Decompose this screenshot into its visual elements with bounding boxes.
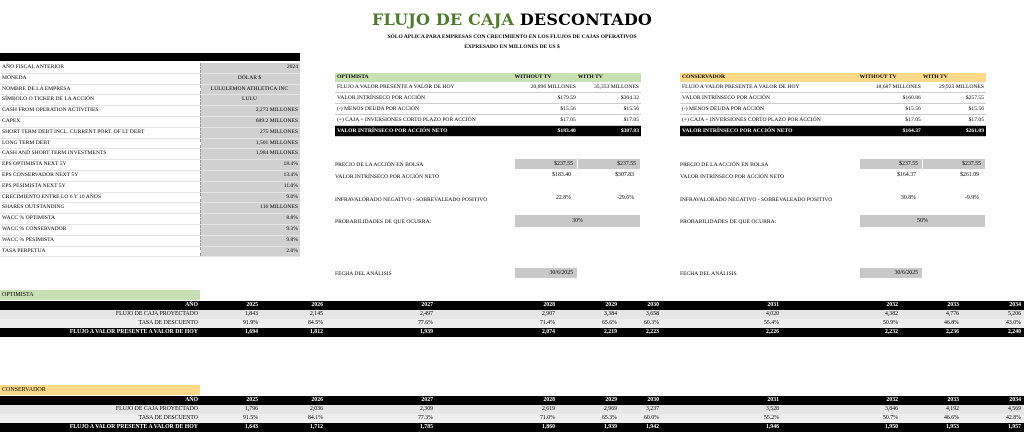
present-value-cell[interactable]: 1,812: [309, 329, 323, 335]
net-value-with-tv[interactable]: $307.83: [620, 128, 639, 134]
discount-rate-cell[interactable]: 91.5%: [243, 415, 258, 421]
intrinsic-label: VALOR INTRÍNSECO POR ACCIÓN NETO: [680, 174, 785, 180]
subtitle-units: EXPRESADO EN MILLONES DE US $: [464, 44, 560, 50]
discount-rate-label: TASA DE DESCUENTO: [138, 415, 198, 421]
projected-cash-flow-cell[interactable]: 2,145: [309, 311, 323, 317]
scenario-row-label: (+) CAJA + INVERSIONES CORTO PLAZO POR ACCIÓN: [682, 117, 821, 123]
param-value-cell[interactable]: 689.2 MILLONES: [201, 117, 300, 127]
scenario-row: [680, 115, 986, 126]
title-part1: FLUJO DE CAJA: [371, 10, 515, 29]
scenario-box-optimista: [335, 73, 641, 137]
probability-label: PROBABILIDADES DE QUE OCURRA:: [680, 219, 777, 225]
scenario-row: [680, 104, 986, 115]
valuation-label: INFRAVALORADO NEGATIVO - SOBREVALEADO POSITIVO: [335, 197, 488, 203]
param-value-cell[interactable]: 1,501 MILLONES: [201, 139, 300, 149]
param-label: CRECIMIENTO ENTRE LO 6 Y 10 AÑOS: [0, 193, 201, 203]
analysis-date-label: FECHA DEL ANÁLISIS: [680, 271, 737, 277]
param-label: WACC % OPTIMISTA: [0, 214, 201, 224]
scenario-value-with-tv[interactable]: $17.05: [968, 117, 984, 123]
projection-section-label: CONSERVADOR: [0, 385, 200, 395]
discount-rate-cell[interactable]: 46.6%: [944, 415, 959, 421]
projected-cash-flow-row: [0, 405, 1024, 414]
param-value-cell[interactable]: LULU: [201, 95, 300, 105]
param-label: EPS CONSERVADOR NEXT 5Y: [0, 171, 201, 181]
scenario-value-without-tv[interactable]: $15.56: [560, 106, 576, 112]
scenario-row: [335, 82, 641, 93]
year-cell: 2026: [311, 397, 323, 403]
param-label: SHORT TERM DEBT INCL. CURRENT PORT. OF LT DEBT: [0, 128, 201, 138]
param-value-cell[interactable]: 116 MILLONES: [201, 203, 300, 213]
param-label: EPS PESIMISTA NEXT 5Y: [0, 182, 201, 192]
present-value-cell[interactable]: 2,219: [603, 329, 617, 335]
price-cell-2[interactable]: $237.55: [923, 159, 985, 169]
projected-cash-flow-cell[interactable]: 1,796: [244, 406, 258, 412]
year-label: AÑO: [185, 302, 198, 308]
present-value-label: FLUJO A VALOR PRESENTE A VALOR DE HOY: [69, 329, 198, 335]
year-cell: 2028: [543, 302, 555, 308]
discount-rate-cell[interactable]: 77.3%: [418, 415, 433, 421]
scenario-value-with-tv[interactable]: 35,353 MILLONES: [593, 84, 639, 90]
scenario-value-with-tv[interactable]: $17.05: [623, 117, 639, 123]
param-row: [0, 247, 300, 258]
param-value-cell[interactable]: 9.3%: [201, 225, 300, 235]
scenario-value-without-tv[interactable]: 18,687 MILLONES: [875, 84, 921, 90]
net-value-with-tv[interactable]: $261.09: [965, 128, 984, 134]
price-label: PRECIO DE LA ACCIÓN EN BOLSA: [680, 162, 769, 168]
discount-rate-cell[interactable]: 55.2%: [764, 415, 779, 421]
discount-rate-cell[interactable]: 84.1%: [308, 415, 323, 421]
param-value-cell[interactable]: 2024: [201, 63, 300, 73]
scenario-row: [335, 93, 641, 104]
price-cell-1[interactable]: $237.55: [860, 159, 922, 169]
present-value-cell[interactable]: 1,939: [419, 329, 433, 335]
projected-cash-flow-cell[interactable]: 2,309: [419, 406, 433, 412]
subtitle-scope: SÓLO APLICA PARA EMPRESAS CON CRECIMIENTO EN LOS FLUJOS DE CAJAS OPERATIVOS: [387, 34, 637, 40]
param-row: [0, 106, 300, 117]
scenario-row: [680, 93, 986, 104]
present-value-cell[interactable]: 1,942: [645, 424, 659, 430]
scenario-row: [335, 104, 641, 115]
projected-cash-flow-cell[interactable]: 1,843: [244, 311, 258, 317]
discount-rate-cell[interactable]: 50.7%: [883, 415, 898, 421]
analysis-date-label: FECHA DEL ANÁLISIS: [335, 271, 392, 277]
param-header-bar: [0, 53, 300, 61]
present-value-cell[interactable]: 1,712: [309, 424, 323, 430]
year-cell: 2031: [767, 302, 779, 308]
year-cell: 2030: [647, 302, 659, 308]
param-label: CASH FROM OPERATION ACTIVITIES: [0, 106, 201, 116]
param-row: [0, 74, 300, 85]
scenario-row-label: (-) MENOS DEUDA POR ACCIÓN: [337, 106, 420, 112]
scenario-row-label: (-) MENOS DEUDA POR ACCIÓN: [682, 106, 765, 112]
scenario-value-with-tv[interactable]: $257.55: [965, 95, 984, 101]
param-label: EPS OPTIMISTA NEXT 5Y: [0, 160, 201, 170]
param-label: CASH AND SHORT TERM INVESTMENTS: [0, 149, 201, 159]
projected-cash-flow-cell[interactable]: 3,384: [603, 311, 617, 317]
scenario-row-label: VALOR INTRÍNSECO POR ACCIÓN: [337, 95, 426, 101]
valuation-value-2[interactable]: -9.9%: [964, 195, 979, 201]
param-row: [0, 182, 300, 193]
param-value-cell[interactable]: DÓLAR $: [201, 74, 300, 84]
net-value-without-tv[interactable]: $164.37: [902, 128, 921, 134]
discount-rate-cell[interactable]: 77.6%: [418, 320, 433, 326]
scenario-net-row: [680, 126, 986, 137]
param-value-cell[interactable]: 13.4%: [201, 171, 300, 181]
present-value-cell[interactable]: 2,223: [645, 329, 659, 335]
projection-section-label: OPTIMISTA: [0, 290, 200, 300]
year-row: [0, 396, 1024, 405]
year-cell: 2034: [1009, 302, 1021, 308]
projected-cash-flow-cell[interactable]: 2,036: [309, 406, 323, 412]
year-cell: 2033: [947, 302, 959, 308]
year-cell: 2025: [246, 397, 258, 403]
scenario-name: OPTIMISTA: [337, 74, 369, 80]
valuation-value-1[interactable]: 22.8%: [556, 195, 571, 201]
projected-cash-flow-cell[interactable]: 5,206: [1007, 311, 1021, 317]
projected-cash-flow-cell[interactable]: 3,846: [884, 406, 898, 412]
scenario-name: CONSERVADOR: [682, 74, 725, 80]
valuation-value-1[interactable]: 30.8%: [901, 195, 916, 201]
param-label: CAPEX: [0, 117, 201, 127]
discount-rate-cell[interactable]: 91.9%: [243, 320, 258, 326]
present-value-cell[interactable]: 2,236: [945, 329, 959, 335]
param-label: LONG TERM DEBT: [0, 139, 201, 149]
param-row: [0, 160, 300, 171]
scenario-row-label: FLUJO A VALOR PRESENTE A VALOR DE HOY: [337, 84, 455, 90]
price-label: PRECIO DE LA ACCIÓN EN BOLSA: [335, 162, 424, 168]
param-label: TASA PERPETUA: [0, 247, 201, 257]
year-cell: 2026: [311, 302, 323, 308]
discount-rate-cell[interactable]: 71.0%: [540, 415, 555, 421]
scenario-value-with-tv[interactable]: $15.56: [968, 106, 984, 112]
projected-cash-flow-row: [0, 310, 1024, 319]
projected-cash-flow-cell[interactable]: 2,497: [419, 311, 433, 317]
net-value-without-tv[interactable]: $183.40: [557, 128, 576, 134]
intrinsic-value-1[interactable]: $164.37: [897, 172, 916, 178]
scenario-box-conservador: [680, 73, 986, 137]
present-value-cell[interactable]: 1,939: [603, 424, 617, 430]
param-label: SHARES OUTSTANDING: [0, 203, 201, 213]
year-cell: 2031: [767, 397, 779, 403]
param-label: MONEDA: [0, 74, 201, 84]
param-row: [0, 117, 300, 128]
present-value-cell[interactable]: 2,226: [765, 329, 779, 335]
discount-rate-cell[interactable]: 50.9%: [883, 320, 898, 326]
param-row: [0, 85, 300, 96]
discount-rate-cell[interactable]: 42.8%: [1006, 415, 1021, 421]
present-value-cell[interactable]: 1,953: [945, 424, 959, 430]
year-row: [0, 301, 1024, 310]
discount-rate-cell[interactable]: 55.4%: [764, 320, 779, 326]
present-value-cell[interactable]: 1,643: [244, 424, 258, 430]
projected-cash-flow-cell[interactable]: 2,969: [603, 406, 617, 412]
scenario-header: [680, 73, 986, 82]
projected-cash-flow-cell[interactable]: 4,776: [945, 311, 959, 317]
year-cell: 2032: [886, 397, 898, 403]
param-label: WACC % PESIMISTA: [0, 236, 201, 246]
param-value-cell[interactable]: 11.0%: [201, 182, 300, 192]
present-value-cell[interactable]: 1,860: [541, 424, 555, 430]
projection-table-conservador: [0, 396, 1024, 432]
param-value-cell[interactable]: 275 MILLONES: [201, 128, 300, 138]
intrinsic-label: VALOR INTRÍNSECO POR ACCIÓN NETO: [335, 174, 440, 180]
scenario-value-with-tv[interactable]: $304.32: [620, 95, 639, 101]
param-row: [0, 236, 300, 247]
present-value-cell[interactable]: 1,957: [1007, 424, 1021, 430]
present-value-label: FLUJO A VALOR PRESENTE A VALOR DE HOY: [69, 424, 198, 430]
param-row: [0, 63, 300, 74]
param-row: [0, 95, 300, 106]
discount-rate-row: [0, 414, 1024, 423]
scenario-row-label: VALOR INTRÍNSECO POR ACCIÓN: [682, 95, 771, 101]
col-with-tv: WITH TV: [922, 74, 948, 80]
scenario-value-without-tv[interactable]: $17.05: [905, 117, 921, 123]
net-label: VALOR INTRÍNSECO POR ACCIÓN NETO: [337, 128, 448, 134]
projected-cash-flow-cell[interactable]: 4,382: [884, 311, 898, 317]
discount-rate-row: [0, 319, 1024, 328]
projected-cash-flow-cell[interactable]: 4,192: [945, 406, 959, 412]
scenario-value-without-tv[interactable]: $17.05: [560, 117, 576, 123]
param-row: [0, 203, 300, 214]
valuation-value-2[interactable]: -29.6%: [617, 195, 634, 201]
scenario-row: [680, 82, 986, 93]
probability-cell[interactable]: 30%: [515, 215, 640, 227]
param-value-cell[interactable]: 8.8%: [201, 214, 300, 224]
intrinsic-value-1[interactable]: $183.40: [552, 172, 571, 178]
discount-rate-cell[interactable]: 71.4%: [540, 320, 555, 326]
present-value-cell[interactable]: 2,074: [541, 329, 555, 335]
col-without-tv: WITHOUT TV: [859, 74, 897, 80]
projected-cash-flow-label: FLUJO DE CAJA PROYECTADO: [115, 406, 198, 412]
discount-rate-cell[interactable]: 65.6%: [602, 320, 617, 326]
param-label: WACC % CONSERVADOR: [0, 225, 201, 235]
valuation-label: INFRAVALORADO NEGATIVO - SOBREVALEADO POSITIVO: [680, 197, 833, 203]
scenario-value-with-tv[interactable]: 29,923 MILLONES: [938, 84, 984, 90]
scenario-net-row: [335, 126, 641, 137]
param-row: [0, 214, 300, 225]
title-part2: DESCONTADO: [519, 10, 653, 29]
param-row: [0, 171, 300, 182]
scenario-row: [335, 115, 641, 126]
present-value-row: [0, 423, 1024, 432]
year-cell: 2025: [246, 302, 258, 308]
price-cell-1[interactable]: $237.55: [515, 159, 577, 169]
param-label: SÍMBOLO O TICKER DE LA ACCIÓN: [0, 95, 201, 105]
present-value-cell[interactable]: 2,232: [884, 329, 898, 335]
present-value-cell[interactable]: 1,950: [884, 424, 898, 430]
analysis-date-cell[interactable]: 30/6/2025: [860, 268, 922, 278]
param-value-cell[interactable]: 9.8%: [201, 236, 300, 246]
year-cell: 2032: [886, 302, 898, 308]
param-value-cell[interactable]: 18.4%: [201, 160, 300, 170]
param-row: [0, 139, 300, 150]
year-cell: 2030: [647, 397, 659, 403]
projected-cash-flow-cell[interactable]: 3,237: [645, 406, 659, 412]
projection-table-optimista: [0, 301, 1024, 337]
scenario-value-without-tv[interactable]: $179.59: [557, 95, 576, 101]
scenario-row-label: FLUJO A VALOR PRESENTE A VALOR DE HOY: [682, 84, 800, 90]
discount-rate-cell[interactable]: 60.0%: [644, 415, 659, 421]
discount-rate-cell[interactable]: 65.3%: [602, 415, 617, 421]
intrinsic-value-2[interactable]: $307.83: [615, 172, 634, 178]
present-value-cell[interactable]: 1,946: [765, 424, 779, 430]
year-label: AÑO: [185, 397, 198, 403]
year-cell: 2027: [421, 302, 433, 308]
present-value-row: [0, 328, 1024, 337]
col-with-tv: WITH TV: [577, 74, 603, 80]
analysis-date-cell[interactable]: 30/6/2025: [515, 268, 577, 278]
page-title: [0, 10, 1024, 29]
net-label: VALOR INTRÍNSECO POR ACCIÓN NETO: [682, 128, 793, 134]
probability-label: PROBABILIDADES DE QUE OCURRA:: [335, 219, 432, 225]
price-cell-2[interactable]: $237.55: [578, 159, 640, 169]
scenario-value-without-tv[interactable]: $160.86: [902, 95, 921, 101]
param-row: [0, 225, 300, 236]
param-row: [0, 193, 300, 204]
param-label: NOMBRE DE LA EMPRESA: [0, 85, 201, 95]
projected-cash-flow-cell[interactable]: 4,569: [1007, 406, 1021, 412]
col-without-tv: WITHOUT TV: [514, 74, 552, 80]
parameters-table: [0, 63, 300, 257]
present-value-cell[interactable]: 2,240: [1007, 329, 1021, 335]
param-value-cell[interactable]: LULULEMON ATHLETICA INC: [201, 85, 300, 95]
projected-cash-flow-cell[interactable]: 3,528: [765, 406, 779, 412]
year-cell: 2029: [605, 397, 617, 403]
projected-cash-flow-cell[interactable]: 4,020: [765, 311, 779, 317]
scenario-value-without-tv[interactable]: 20,896 MILLONES: [530, 84, 576, 90]
param-value-cell[interactable]: 2,273 MILLONES: [201, 106, 300, 116]
discount-rate-label: TASA DE DESCUENTO: [138, 320, 198, 326]
discount-rate-cell[interactable]: 84.5%: [308, 320, 323, 326]
discount-rate-cell[interactable]: 60.3%: [644, 320, 659, 326]
param-row: [0, 128, 300, 139]
param-value-cell[interactable]: 1,984 MILLONES: [201, 149, 300, 159]
present-value-cell[interactable]: 1,694: [244, 329, 258, 335]
probability-cell[interactable]: 50%: [860, 215, 985, 227]
discount-rate-cell[interactable]: 43.0%: [1006, 320, 1021, 326]
year-cell: 2028: [543, 397, 555, 403]
discount-rate-cell[interactable]: 46.8%: [944, 320, 959, 326]
present-value-cell[interactable]: 1,785: [419, 424, 433, 430]
param-label: AÑO FISCAL ANTERIOR: [0, 63, 201, 73]
year-cell: 2034: [1009, 397, 1021, 403]
projected-cash-flow-cell[interactable]: 2,619: [541, 406, 555, 412]
projected-cash-flow-cell[interactable]: 3,658: [645, 311, 659, 317]
projected-cash-flow-cell[interactable]: 2,907: [541, 311, 555, 317]
year-cell: 2027: [421, 397, 433, 403]
param-value-cell[interactable]: 9.0%: [201, 193, 300, 203]
scenario-header: [335, 73, 641, 82]
year-cell: 2033: [947, 397, 959, 403]
year-cell: 2029: [605, 302, 617, 308]
param-row: [0, 149, 300, 160]
projected-cash-flow-label: FLUJO DE CAJA PROYECTADO: [115, 311, 198, 317]
scenario-value-with-tv[interactable]: $15.56: [623, 106, 639, 112]
scenario-value-without-tv[interactable]: $15.56: [905, 106, 921, 112]
intrinsic-value-2[interactable]: $261.09: [960, 172, 979, 178]
scenario-row-label: (+) CAJA + INVERSIONES CORTO PLAZO POR ACCIÓN: [337, 117, 476, 123]
param-value-cell[interactable]: 2.0%: [201, 247, 300, 257]
